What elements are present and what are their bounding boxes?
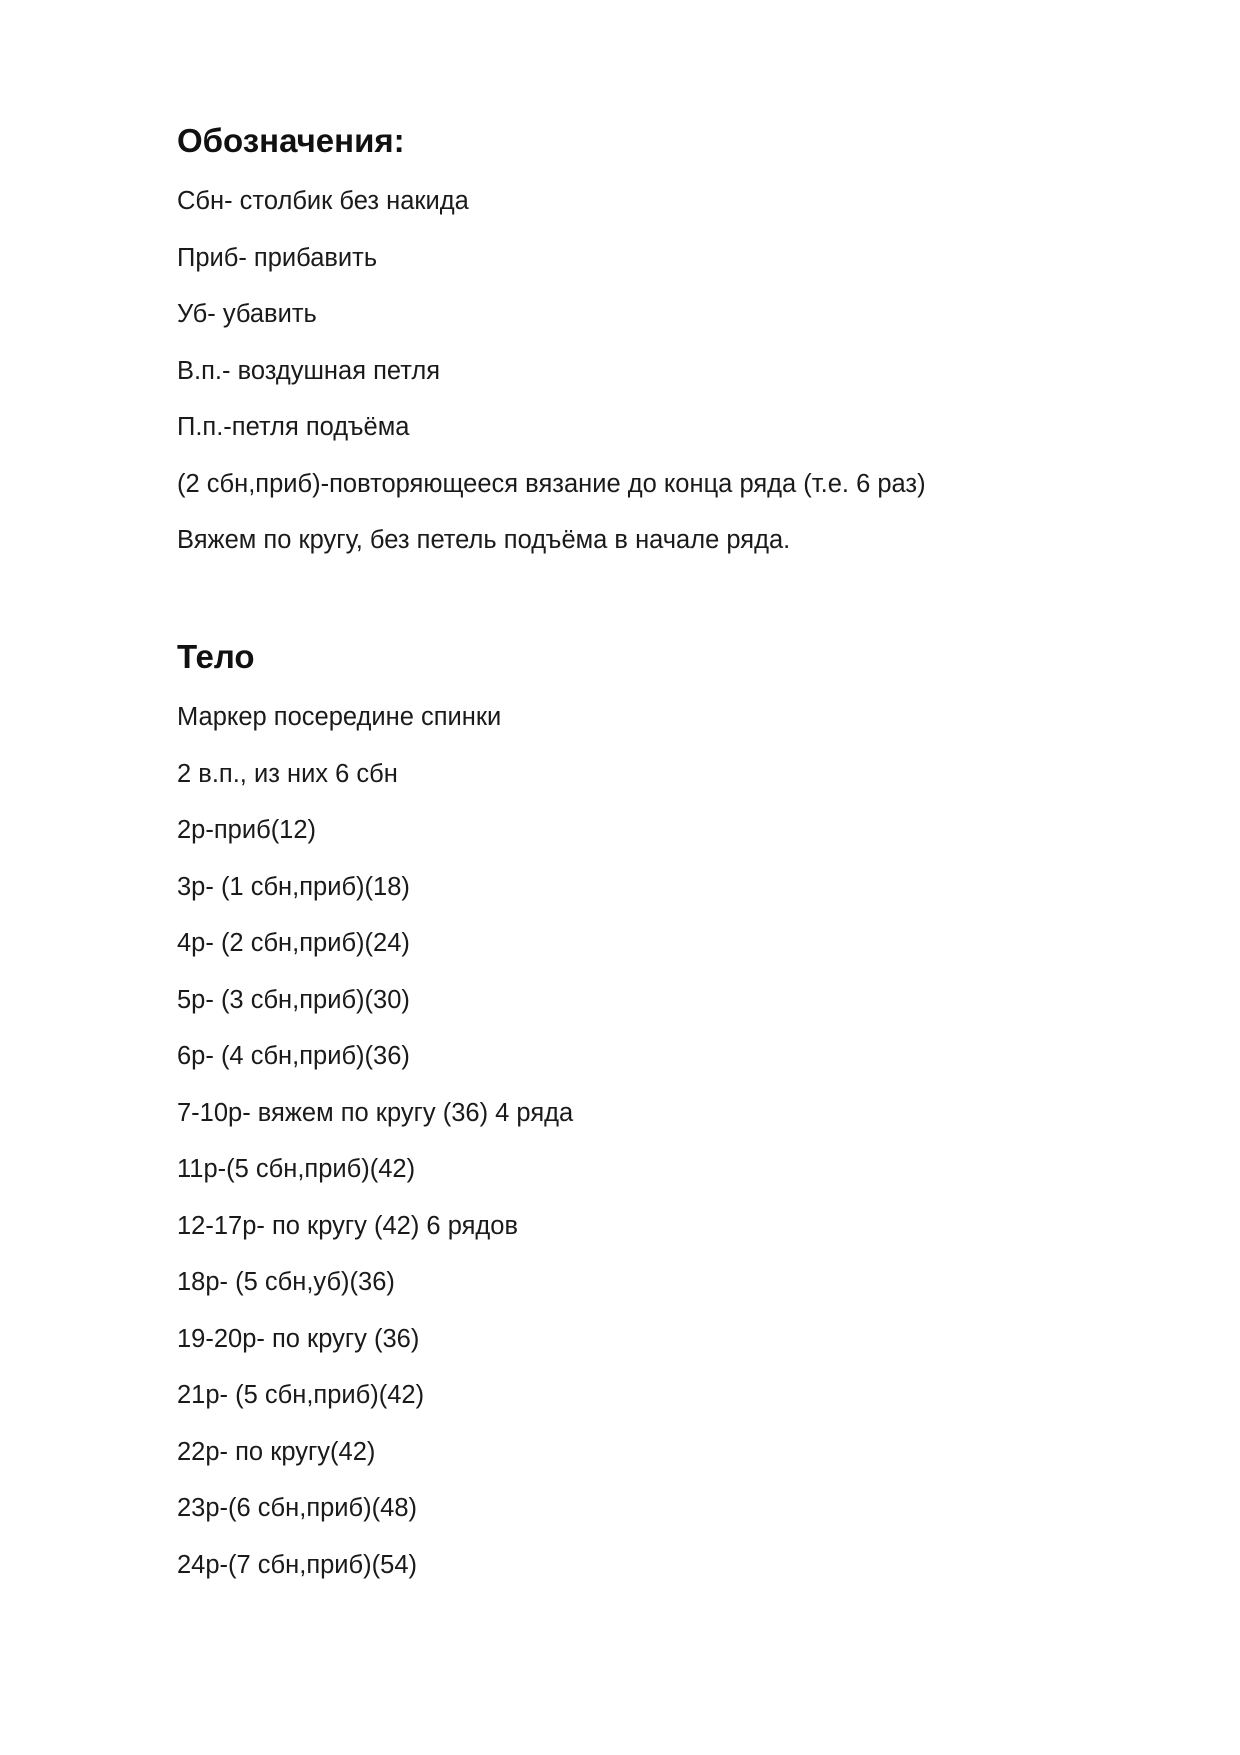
pattern-row: 23р-(6 сбн,приб)(48)	[177, 1494, 417, 1522]
pattern-row: 19-20р- по кругу (36)	[177, 1324, 420, 1353]
pattern-row: 12-17р- по кругу (42) 6 рядов	[177, 1211, 519, 1240]
legend-line: В.п.- воздушная петля	[177, 356, 441, 385]
body-section	[177, 634, 1177, 1593]
pattern-row: 21р- (5 сбн,приб)(42)	[177, 1381, 425, 1409]
pattern-row: 2р-приб(12)	[177, 816, 317, 844]
legend-line: (2 сбн,приб)-повторяющееся вязание до конца ряда (т.е. 6 раз)	[177, 469, 926, 498]
pattern-row: 3р- (1 сбн,приб)(18)	[177, 872, 410, 901]
legend-line: Вяжем по кругу, без петель подъёма в начале ряда.	[177, 526, 791, 554]
pattern-row: Маркер посередине спинки	[177, 703, 502, 731]
pattern-row: 4р- (2 сбн,приб)(24)	[177, 929, 410, 957]
pattern-row: 24р-(7 сбн,приб)(54)	[177, 1550, 417, 1579]
legend-section	[177, 118, 1177, 569]
pattern-row: 5р- (3 сбн,приб)(30)	[177, 985, 410, 1014]
legend-line: Приб- прибавить	[177, 243, 378, 272]
pattern-row: 7-10р- вяжем по кругу (36) 4 ряда	[177, 1098, 574, 1127]
pattern-row: 18р- (5 сбн,уб)(36)	[177, 1268, 395, 1296]
pattern-row: 2 в.п., из них 6 сбн	[177, 759, 398, 788]
legend-line: П.п.-петля подъёма	[177, 413, 410, 441]
legend-line: Уб- убавить	[177, 300, 317, 328]
pattern-row: 22р- по кругу(42)	[177, 1437, 376, 1466]
legend-heading: Обозначения:	[177, 122, 405, 159]
pattern-row: 6р- (4 сбн,приб)(36)	[177, 1042, 410, 1070]
pattern-row: 11р-(5 сбн,приб)(42)	[177, 1155, 416, 1183]
body-heading: Тело	[177, 638, 255, 675]
legend-line: Сбн- столбик без накида	[177, 187, 469, 215]
